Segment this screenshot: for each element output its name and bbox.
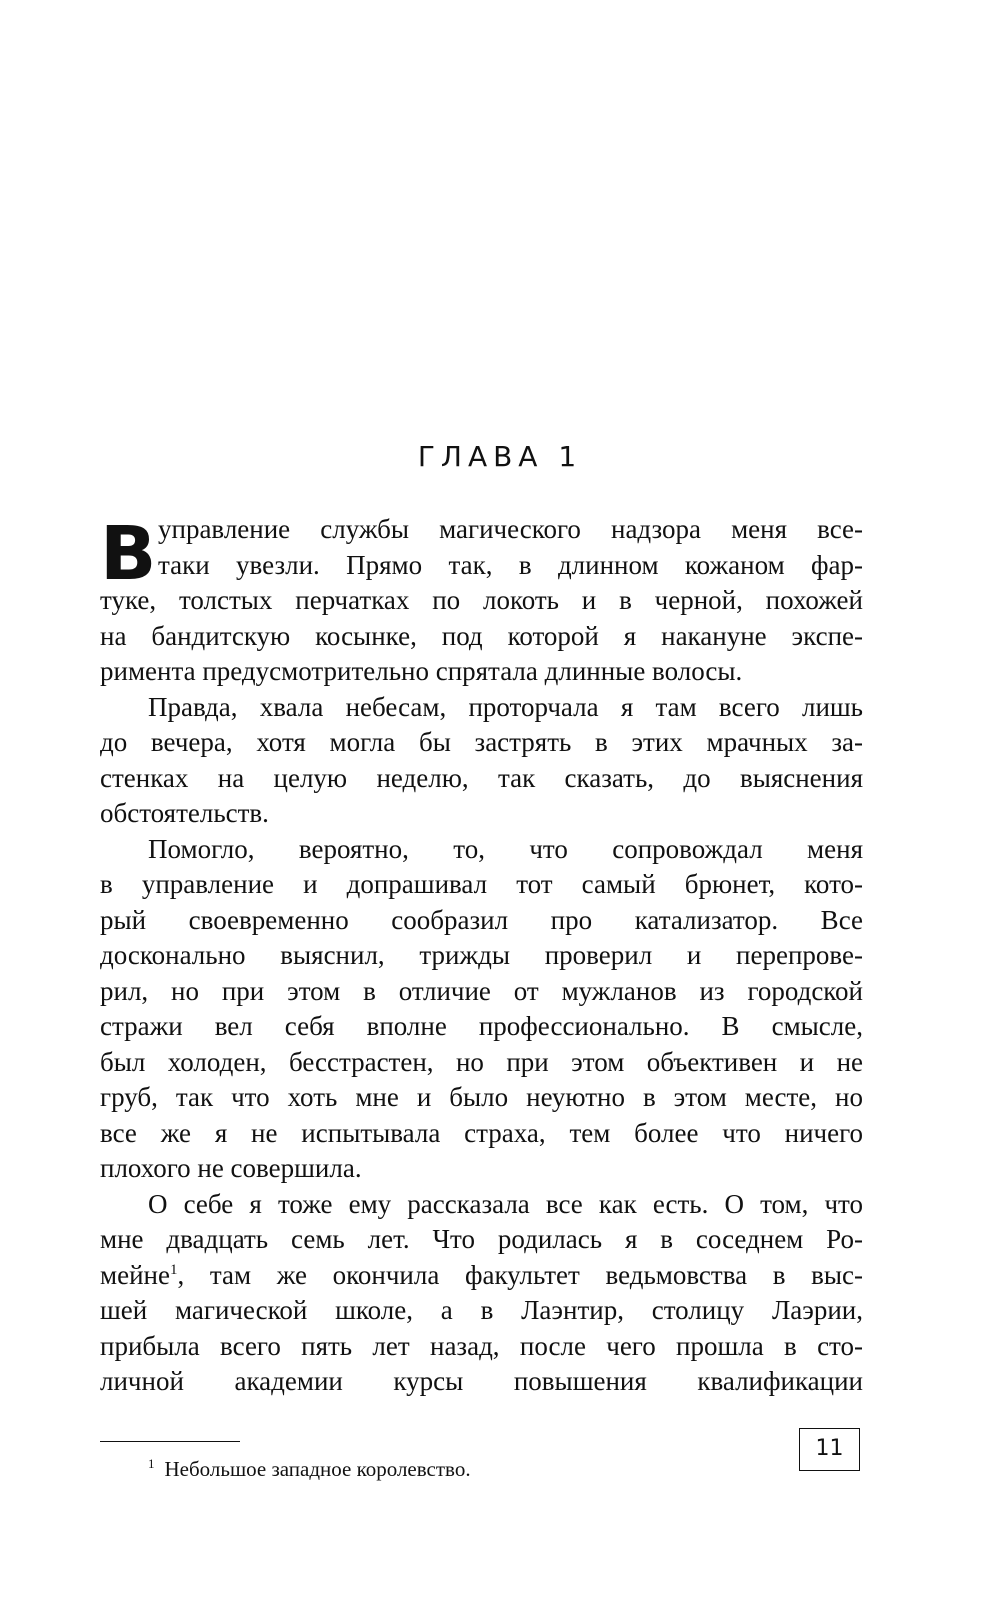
text-line: управление службы магического надзора меня все- xyxy=(158,514,863,544)
footnote xyxy=(148,1456,471,1482)
text-line: до вечера, хотя могла бы застрять в этих мрачных за- xyxy=(100,727,863,757)
text-line: обстоятельств. xyxy=(100,798,269,828)
text-line: плохого не совершила. xyxy=(100,1153,362,1183)
text-line: мне двадцать семь лет. Что родилась я в соседнем Ро- xyxy=(100,1224,863,1254)
text-line: римента предусмотрительно спрятала длинные волосы. xyxy=(100,656,743,686)
text-line: все же я не испытывала страха, тем более что ничего xyxy=(100,1117,863,1148)
text-line: груб, так что хоть мне и было неуютно в этом месте, но xyxy=(100,1082,863,1112)
text-line: стражи вел себя вполне профессионально. В смысле, xyxy=(100,1011,863,1041)
drop-cap: В xyxy=(100,511,157,597)
text-line: на бандитскую косынке, под которой я накануне экспе- xyxy=(100,620,863,651)
text-fragment: , там же окончила факультет ведьмовства в выс- xyxy=(177,1259,863,1290)
footnote-divider xyxy=(100,1441,240,1442)
text-fragment: мейне xyxy=(100,1259,170,1290)
footnote-number: 1 xyxy=(148,1456,155,1471)
text-line: в управление и допрашивал тот самый брюнет, кото- xyxy=(100,869,863,899)
footnote-text: Небольшое западное королевство. xyxy=(164,1457,471,1481)
page-number: 11 xyxy=(799,1428,860,1471)
text-line: рил, но при этом в отличие от мужланов из городской xyxy=(100,975,863,1006)
chapter-title: ГЛАВА 1 xyxy=(417,440,583,473)
text-line: Помогло, вероятно, то, что сопровождал меня xyxy=(148,833,863,864)
text-line: был холоден, бесстрастен, но при этом объективен и не xyxy=(100,1046,863,1077)
text-line: О себе я тоже ему рассказала все как есть. О том, что xyxy=(148,1188,863,1219)
text-line: личной академии курсы повышения квалификации xyxy=(100,1366,863,1396)
text-line: туке, толстых перчатках по локоть и в черной, похожей xyxy=(100,585,863,615)
text-line: таки увезли. Прямо так, в длинном кожаном фар- xyxy=(158,549,863,580)
footnote-reference[interactable]: 1 xyxy=(169,1261,178,1278)
text-line: стенках на целую неделю, так сказать, до выяснения xyxy=(100,762,863,793)
text-line: досконально выяснил, трижды проверил и перепрове- xyxy=(100,940,863,970)
text-line: прибыла всего пять лет назад, после чего прошла в сто- xyxy=(100,1330,863,1361)
text-line-with-footnote xyxy=(100,1258,863,1294)
text-line: рый своевременно сообразил про катализатор. Все xyxy=(100,904,863,935)
body-text xyxy=(100,512,863,1400)
text-line: Правда, хвала небесам, проторчала я там всего лишь xyxy=(148,691,863,722)
text-line: шей магической школе, а в Лаэнтир, столицу Лаэрии, xyxy=(100,1295,863,1325)
